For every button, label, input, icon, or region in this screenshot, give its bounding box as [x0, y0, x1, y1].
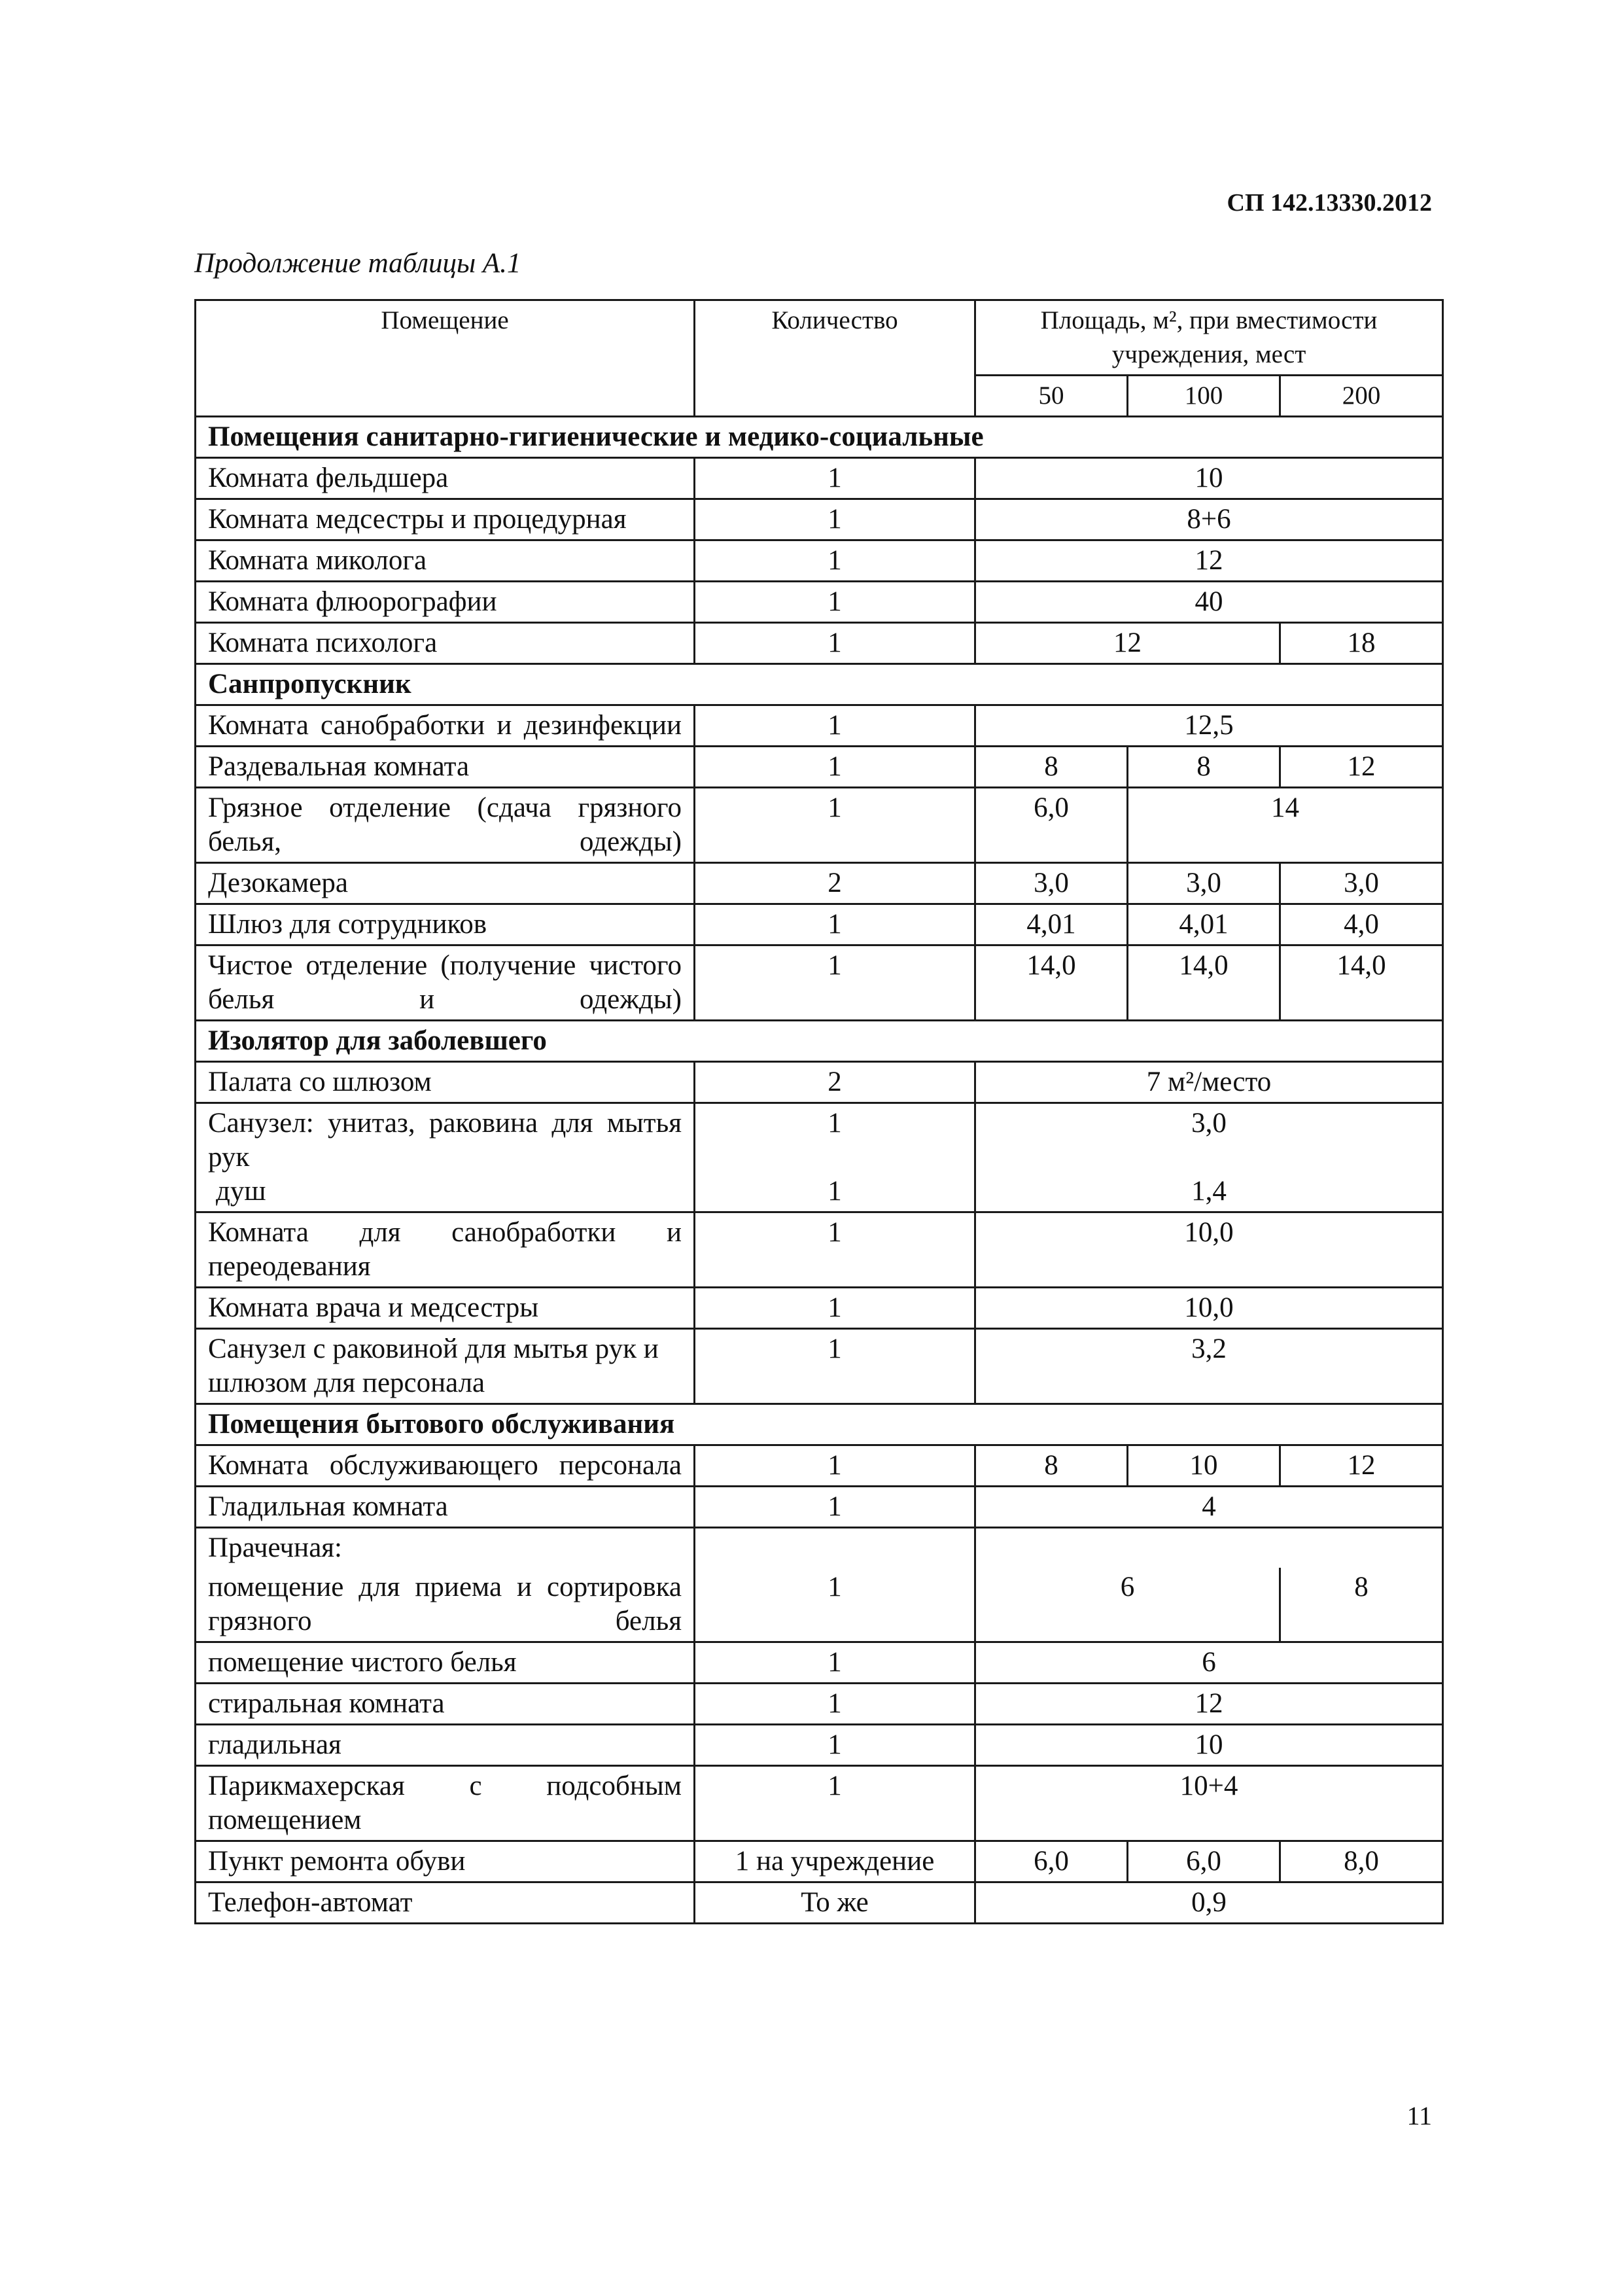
room-area: 7 м²/место	[975, 1062, 1443, 1103]
room-name: Прачечная:	[196, 1528, 695, 1568]
room-area: 10,0	[975, 1212, 1443, 1288]
table-row	[196, 863, 1443, 904]
section-title: Изолятор для заболевшего	[196, 1021, 1443, 1062]
room-qty: 1	[695, 788, 975, 863]
room-qty: 1	[695, 458, 975, 499]
room-area: 0,9	[975, 1882, 1443, 1924]
table-row	[196, 1882, 1443, 1924]
column-header-area: Площадь, м², при вместимости учреждения, мест	[975, 300, 1443, 376]
room-name: гладильная	[196, 1725, 695, 1766]
table-row	[196, 1568, 1443, 1642]
room-qty: 1	[695, 1487, 975, 1528]
room-name: Комната врача и медсестры	[196, 1288, 695, 1329]
room-area-50: 8	[975, 747, 1128, 788]
qty-line: 1	[828, 1108, 842, 1139]
room-name: Гладильная комната	[196, 1487, 695, 1528]
room-area-100: 8	[1128, 747, 1280, 788]
room-area-50-100: 12	[975, 623, 1280, 664]
table-caption: Продолжение таблицы А.1	[194, 248, 521, 279]
room-qty	[695, 1103, 975, 1212]
room-area-100: 4,01	[1128, 904, 1280, 945]
room-name: Комната обслуживающего персонала	[196, 1445, 695, 1487]
room-area: 8+6	[975, 499, 1443, 540]
section-title: Помещения санитарно-гигиенические и медико-социальные	[196, 417, 1443, 458]
room-qty: 1	[695, 499, 975, 540]
table-row	[196, 1684, 1443, 1725]
room-area-100: 10	[1128, 1445, 1280, 1487]
room-name: Парикмахерская с подсобным помещением	[196, 1766, 695, 1841]
room-name: помещение для приема и сортировка грязного белья	[196, 1568, 695, 1642]
room-area: 12,5	[975, 705, 1443, 747]
table-row	[196, 1528, 1443, 1568]
room-area: 4	[975, 1487, 1443, 1528]
room-name: помещение чистого белья	[196, 1642, 695, 1684]
room-name: Комната медсестры и процедурная	[196, 499, 695, 540]
room-area-100-200: 14	[1128, 788, 1443, 863]
table-header-row	[196, 300, 1443, 376]
room-area: 10	[975, 458, 1443, 499]
room-qty: 1	[695, 540, 975, 582]
room-name: Комната для санобработки и переодевания	[196, 1212, 695, 1288]
room-name: Телефон-автомат	[196, 1882, 695, 1924]
table-row	[196, 1103, 1443, 1212]
room-name	[196, 1103, 695, 1212]
room-name: Раздевальная комната	[196, 747, 695, 788]
room-qty: 1	[695, 1766, 975, 1841]
room-area: 6	[975, 1642, 1443, 1684]
table-row	[196, 623, 1443, 664]
page-number: 11	[1406, 2101, 1432, 2130]
room-qty: 1	[695, 1684, 975, 1725]
table-row	[196, 458, 1443, 499]
room-name: стиральная комната	[196, 1684, 695, 1725]
table-row	[196, 1725, 1443, 1766]
room-qty: 1	[695, 747, 975, 788]
table-row	[196, 1062, 1443, 1103]
room-area-200: 18	[1280, 623, 1443, 664]
room-name: Комната флюорографии	[196, 582, 695, 623]
table-row	[196, 705, 1443, 747]
section-row	[196, 417, 1443, 458]
room-qty: 1	[695, 582, 975, 623]
room-qty: 1	[695, 623, 975, 664]
table-row	[196, 904, 1443, 945]
room-area-50: 8	[975, 1445, 1128, 1487]
room-area-200: 12	[1280, 747, 1443, 788]
document-code: СП 142.13330.2012	[1227, 189, 1432, 217]
room-qty: 2	[695, 1062, 975, 1103]
table-row	[196, 788, 1443, 863]
room-area-50: 6,0	[975, 788, 1128, 863]
room-area-50: 6,0	[975, 1841, 1128, 1882]
room-area-100: 3,0	[1128, 863, 1280, 904]
room-area-100: 14,0	[1128, 945, 1280, 1021]
room-area-50: 4,01	[975, 904, 1128, 945]
room-qty: 2	[695, 863, 975, 904]
column-header-50: 50	[975, 376, 1128, 417]
table-row	[196, 1487, 1443, 1528]
table-row	[196, 499, 1443, 540]
room-qty: 1	[695, 1725, 975, 1766]
room-qty: 1	[695, 1212, 975, 1288]
room-name-line: душ	[216, 1176, 266, 1207]
rooms-table	[194, 299, 1444, 1924]
room-area-50: 14,0	[975, 945, 1128, 1021]
area-line: 1,4	[1191, 1176, 1227, 1207]
room-name: Шлюз для сотрудников	[196, 904, 695, 945]
room-qty: 1	[695, 1445, 975, 1487]
room-area: 10,0	[975, 1288, 1443, 1329]
room-name: Комната миколога	[196, 540, 695, 582]
room-name: Палата со шлюзом	[196, 1062, 695, 1103]
table-row	[196, 1329, 1443, 1404]
column-header-200: 200	[1280, 376, 1443, 417]
room-qty: 1	[695, 1642, 975, 1684]
room-area-200: 4,0	[1280, 904, 1443, 945]
room-name: Дезокамера	[196, 863, 695, 904]
room-name: Комната санобработки и дезинфекции	[196, 705, 695, 747]
room-name-line: Санузел: унитаз, раковина для мытья рук	[208, 1108, 682, 1173]
section-row	[196, 1404, 1443, 1445]
table-row	[196, 1212, 1443, 1288]
room-area-200: 3,0	[1280, 863, 1443, 904]
column-header-room: Помещение	[196, 300, 695, 417]
room-area-100: 6,0	[1128, 1841, 1280, 1882]
table-row	[196, 1288, 1443, 1329]
room-area: 12	[975, 540, 1443, 582]
qty-line: 1	[828, 1176, 842, 1207]
room-name: Пункт ремонта обуви	[196, 1841, 695, 1882]
table-row	[196, 1766, 1443, 1841]
room-qty: 1	[695, 705, 975, 747]
table-row	[196, 1642, 1443, 1684]
room-qty: 1 на учреждение	[695, 1841, 975, 1882]
room-area: 10+4	[975, 1766, 1443, 1841]
room-name: Санузел с раковиной для мытья рук и шлюзом для персонала	[196, 1329, 695, 1404]
table-row	[196, 945, 1443, 1021]
section-title: Помещения бытового обслуживания	[196, 1404, 1443, 1445]
room-name: Чистое отделение (получение чистого белья и одежды)	[196, 945, 695, 1021]
room-qty: 1	[695, 1329, 975, 1404]
section-row	[196, 1021, 1443, 1062]
room-area: 10	[975, 1725, 1443, 1766]
room-qty: 1	[695, 1288, 975, 1329]
room-area: 12	[975, 1684, 1443, 1725]
table-row	[196, 1841, 1443, 1882]
room-qty: То же	[695, 1882, 975, 1924]
room-name: Грязное отделение (сдача грязного белья, одежды)	[196, 788, 695, 863]
room-area: 3,2	[975, 1329, 1443, 1404]
table-row	[196, 1445, 1443, 1487]
room-area-200: 8	[1280, 1568, 1443, 1642]
room-area-200: 14,0	[1280, 945, 1443, 1021]
room-qty: 1	[695, 945, 975, 1021]
table-row	[196, 582, 1443, 623]
section-title: Санпропускник	[196, 664, 1443, 705]
room-area: 40	[975, 582, 1443, 623]
room-name: Комната фельдшера	[196, 458, 695, 499]
room-area	[975, 1103, 1443, 1212]
table-row	[196, 747, 1443, 788]
room-area-50-100: 6	[975, 1568, 1280, 1642]
section-row	[196, 664, 1443, 705]
column-header-qty: Количество	[695, 300, 975, 417]
room-area-200: 12	[1280, 1445, 1443, 1487]
area-line: 3,0	[1191, 1108, 1227, 1139]
room-qty: 1	[695, 904, 975, 945]
table-row	[196, 540, 1443, 582]
room-qty: 1	[695, 1568, 975, 1642]
room-area-50: 3,0	[975, 863, 1128, 904]
column-header-100: 100	[1128, 376, 1280, 417]
room-area-200: 8,0	[1280, 1841, 1443, 1882]
room-name: Комната психолога	[196, 623, 695, 664]
